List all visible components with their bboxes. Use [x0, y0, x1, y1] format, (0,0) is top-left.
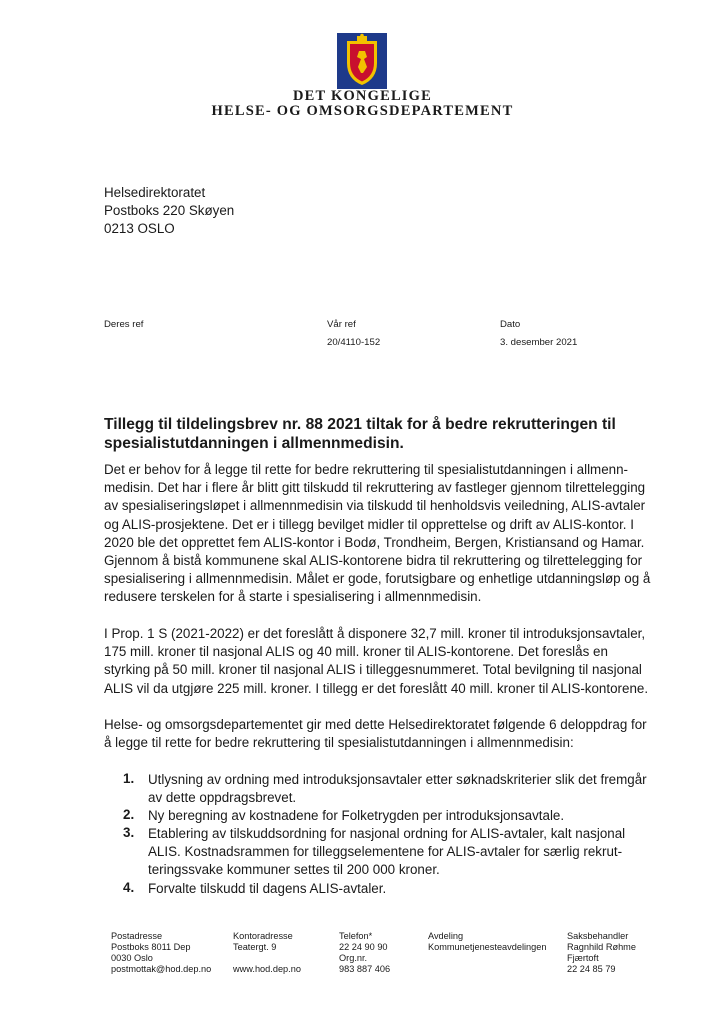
- letter-title: [104, 415, 649, 453]
- text-line: 2020 ble det opprettet fem ALIS-kontor i Bodø, Trondheim, Bergen, Kristiansand og Hamar.: [104, 534, 645, 550]
- deres-ref-label: Deres ref: [104, 319, 144, 330]
- text-line: 175 mill. kroner til nasjonal ALIS og 40 mill. kroner til ALIS-kontorene. Det foreslås en: [104, 644, 608, 660]
- list-number: 4.: [123, 880, 135, 895]
- footer-text: Teatergt. 9: [233, 942, 277, 952]
- footer-text: Ragnhild Røhme: [567, 942, 636, 952]
- list-item-line: teringssvake kommuner settes til 200 000 kroner.: [148, 862, 440, 878]
- footer-kontoradresse: [233, 931, 301, 975]
- footer-label: Telefon*: [339, 931, 373, 941]
- dato-value: 3. desember 2021: [500, 337, 578, 348]
- text-line: redusere terskelen for å starte i spesialisering i allmennmedisin.: [104, 589, 482, 605]
- footer-text: Kommunetjenesteavdelingen: [428, 942, 547, 952]
- list-item-line: ALIS. Kostnadsrammen for tilleggselementene for ALIS-avtaler for særlig rekrut-: [148, 844, 623, 860]
- footer-text: 983 887 406: [339, 964, 391, 974]
- footer-label: Kontoradresse: [233, 931, 293, 941]
- list-item-line: Etablering av tilskuddsordning for nasjonal ordning for ALIS-avtaler, kalt nasjonal: [148, 826, 626, 841]
- footer-label: Postadresse: [111, 931, 163, 941]
- text-line: å legge til rette for bedre rekruttering til spesialistutdanningen i allmennmedisin:: [104, 735, 574, 751]
- text-line: Det er behov for å legge til rette for bedre rekruttering til spesialistutdanningen i allmenn-: [104, 462, 629, 477]
- recipient-name: Helsedirektoratet: [104, 185, 206, 200]
- text-line: ALIS vil da utgjøre 225 mill. kroner. I tillegg er det foreslått 40 mill. kroner til ALIS-kontorene.: [104, 680, 649, 696]
- text-line: spesialisering i allmennmedisin. Målet er gode, forutsigbare og enhetlige utdanningsløp og å: [104, 571, 651, 587]
- footer-text: Postboks 8011 Dep: [111, 942, 191, 952]
- paragraph-2: [104, 625, 654, 698]
- footer-saksbehandler: [567, 931, 636, 975]
- list-item: [148, 825, 625, 880]
- paragraph-1: [104, 461, 654, 607]
- ministry-name-line2: HELSE- OG OMSORGSDEPARTEMENT: [211, 103, 514, 119]
- list-item: [148, 771, 647, 807]
- title-line: Tillegg til tildelingsbrev nr. 88 2021 tiltak for å bedre rekrutteringen til: [104, 416, 616, 433]
- footer-spacer: [233, 953, 301, 964]
- list-item: [148, 880, 386, 898]
- list-item: [148, 807, 564, 825]
- list-number: 2.: [123, 807, 135, 822]
- text-line: Gjennom å bistå kommunene skal ALIS-kontorene bidra til rekruttering og tilrettelegging for: [104, 553, 643, 569]
- title-line: spesialistutdanningen i allmennmedisin.: [104, 435, 404, 452]
- footer-label: Avdeling: [428, 931, 464, 941]
- text-line: Helse- og omsorgsdepartementet gir med dette Helsedirektoratet følgende 6 deloppdrag for: [104, 717, 647, 732]
- list-item-line: Forvalte tilskudd til dagens ALIS-avtaler.: [148, 881, 387, 896]
- text-line: medisin. Det har i flere år blitt gitt tilskudd til rekruttering av fastleger gjennom tilrettelegging: [104, 480, 646, 496]
- footer-text: Org.nr.: [339, 953, 368, 963]
- dato-label: Dato: [500, 319, 521, 330]
- var-ref-label: Vår ref: [327, 319, 356, 330]
- footer-email-link[interactable]: postmottak@hod.dep.no: [111, 964, 212, 974]
- footer-text: 22 24 90 90: [339, 942, 388, 952]
- footer-text: 22 24 85 79: [567, 964, 616, 974]
- text-line: av spesialiseringsløpet i allmennmedisin via tilskudd til henholdsvis veiledning, ALIS-avtaler: [104, 498, 646, 514]
- list-item-line: Ny beregning av kostnadene for Folketrygden per introduksjonsavtale.: [148, 808, 565, 823]
- list-item-line: av dette oppdragsbrevet.: [148, 790, 297, 806]
- footer-telefon: [339, 931, 390, 975]
- footer-label: Saksbehandler: [567, 931, 629, 941]
- footer-text: Fjærtoft: [567, 953, 599, 963]
- text-line: styrking på 50 mill. kroner til nasjonal ALIS i tilleggesnummeret. Total bevilgning til nasjonal: [104, 662, 642, 678]
- recipient-city: 0213 OSLO: [104, 221, 175, 236]
- footer-text: 0030 Oslo: [111, 953, 153, 963]
- list-number: 1.: [123, 771, 135, 786]
- text-line: I Prop. 1 S (2021-2022) er det foreslått å disponere 32,7 mill. kroner til introduksjonsavtaler,: [104, 626, 646, 641]
- footer-postadresse: [111, 931, 211, 975]
- footer-avdeling: [428, 931, 547, 953]
- list-item-line: Utlysning av ordning med introduksjonsavtaler etter søknadskriterier slik det fremgår: [148, 772, 647, 787]
- coat-of-arms-icon: [337, 33, 387, 89]
- text-line: og ALIS-prosjektene. Det er i tillegg bevilget midler til opprettelse og drift av ALIS-kontor. I: [104, 516, 634, 532]
- list-number: 3.: [123, 825, 135, 840]
- footer-web-link[interactable]: www.hod.dep.no: [233, 964, 301, 974]
- recipient-address: Postboks 220 Skøyen: [104, 203, 235, 218]
- ministry-name-line1: DET KONGELIGE: [292, 88, 433, 104]
- var-ref-value: 20/4110-152: [327, 337, 381, 348]
- paragraph-3: [104, 716, 654, 752]
